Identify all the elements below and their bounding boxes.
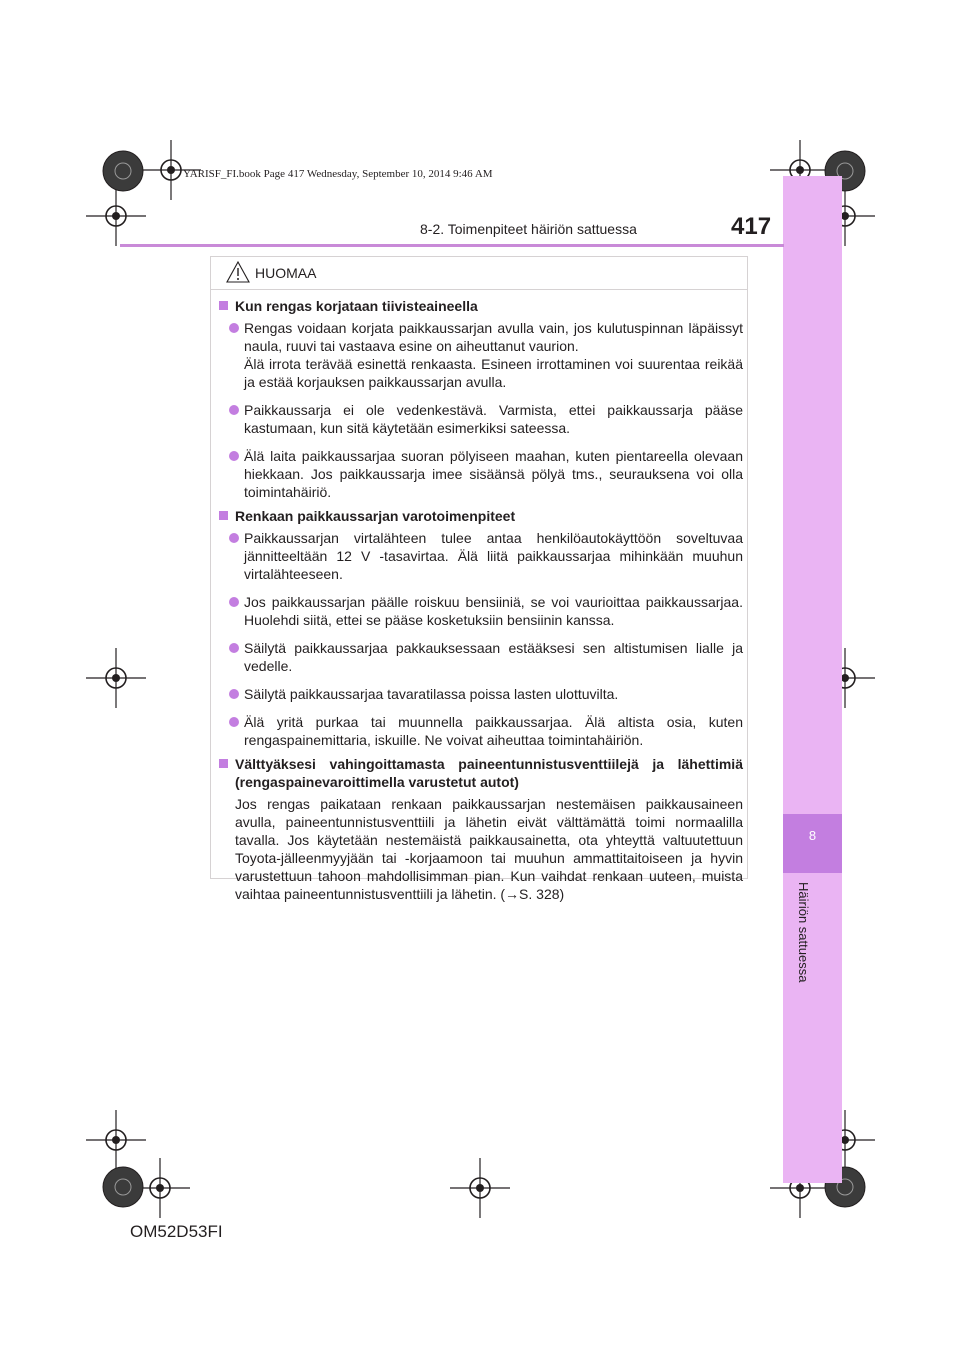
round-bullet-icon	[229, 533, 239, 543]
model-code: OM52D53FI	[130, 1222, 223, 1241]
registration-mark-left-middle	[86, 648, 146, 708]
notice-section-sealant	[217, 297, 743, 501]
list-item: Älä laita paikkaussarjaa suoran pölyiseen maahan, kuten pientareella olevaan hiekkaan. Jos paikkaussarja imee sisäänsä pölyä tms., seurauksena voi olla toimintahäiriö.	[217, 447, 743, 501]
registration-mark-bottom-center	[450, 1158, 510, 1218]
warning-triangle-icon	[226, 261, 250, 288]
notice-body	[217, 297, 743, 903]
starburst-mark-top-left	[100, 148, 146, 194]
round-bullet-icon	[229, 717, 239, 727]
round-bullet-icon	[229, 451, 239, 461]
list-item: Säilytä paikkaussarjaa pakkauksessaan estääksesi sen altistumisen lialle ja vedelle.	[217, 639, 743, 675]
round-bullet-icon	[229, 405, 239, 415]
section-title: Välttyäksesi vahingoittamasta paineentunnistusventtiilejä ja lähettimiä (rengaspainevaroittimella varustetut autot)	[217, 755, 743, 791]
book-file-info: YARISF_FI.book Page 417 Wednesday, September 10, 2014 9:46 AM	[183, 168, 493, 180]
square-bullet-icon	[219, 301, 228, 310]
list-item: Älä yritä purkaa tai muunnella paikkaussarjaa. Älä altista osia, kuten rengaspainemittaria, iskuille. Ne voivat aiheuttaa toimintahäiriön.	[217, 713, 743, 749]
chapter-number: 8	[808, 828, 817, 843]
round-bullet-icon	[229, 643, 239, 653]
notice-header	[211, 257, 747, 290]
round-bullet-icon	[229, 323, 239, 333]
section-title: Kun rengas korjataan tiivisteaineella	[217, 297, 743, 315]
square-bullet-icon	[219, 511, 228, 520]
registration-mark-top-left-outer	[86, 186, 146, 246]
section-paragraph: Jos rengas paikataan renkaan paikkaussarjan nestemäisen paikkausaineen avulla, paineentunnistusventtiili ja lähetin eivät välttämättä toimi normaalilla tavalla. Jos käytetään nestemäistä paikkausainetta, ota yhteyttä valtuutettuun Toyota-jälleenmyyjään tai -korjaamoon tai muuhun ammattitaitoiseen ja hyvin varustettuun tahoon mahdollisimman pian. Kun vaihdat renkaan uuteen, muista vaihtaa paineentunnistusventtiili ja lähetin. (→S. 328)	[235, 796, 743, 902]
notice-section-tpms	[217, 755, 743, 903]
list-item: Paikkaussarja ei ole vedenkestävä. Varmista, ettei paikkaussarja pääse kastumaan, kun sitä käytetään esimerkiksi sateessa.	[217, 401, 743, 437]
page-number: 417	[731, 213, 772, 240]
list-item: Säilytä paikkaussarjaa tavaratilassa poissa lasten ulottuvilta.	[217, 685, 743, 703]
round-bullet-icon	[229, 597, 239, 607]
chapter-side-tab	[783, 176, 842, 1183]
round-bullet-icon	[229, 689, 239, 699]
notice-section-kit-precautions	[217, 507, 743, 749]
list-item: Rengas voidaan korjata paikkaussarjan avulla vain, jos kulutuspinnan läpäissyt naula, ruuvi tai vastaava esine on aiheuttanut vaurion. Älä irrota terävää esinettä renkaasta. Esineen irrottaminen voi suurentaa reikää ja estää korjauksen paikkaussarjan avulla.	[217, 319, 743, 391]
chapter-label: Häiriön sattuessa	[796, 882, 811, 983]
chapter-number-box	[783, 814, 842, 873]
section-title: Renkaan paikkaussarjan varotoimenpiteet	[217, 507, 743, 525]
starburst-mark-bottom-left	[100, 1164, 146, 1210]
header-rule	[120, 244, 784, 247]
notice-title: HUOMAA	[255, 265, 317, 281]
square-bullet-icon	[219, 759, 228, 768]
notice-box	[210, 256, 748, 902]
list-item: Jos paikkaussarjan päälle roiskuu bensiiniä, se voi vaurioittaa paikkaussarjaa. Huolehdi siitä, ettei se pääse kosketuksiin bensiinin kanssa.	[217, 593, 743, 629]
list-item: Paikkaussarjan virtalähteen tulee antaa henkilöautokäyttöön soveltuvaa jännitteeltään 12 V -tasavirtaa. Älä liitä paikkaussarjaa mihinkään muuhun virtalähteeseen.	[217, 529, 743, 583]
section-heading: 8-2. Toimenpiteet häiriön sattuessa	[420, 221, 637, 237]
